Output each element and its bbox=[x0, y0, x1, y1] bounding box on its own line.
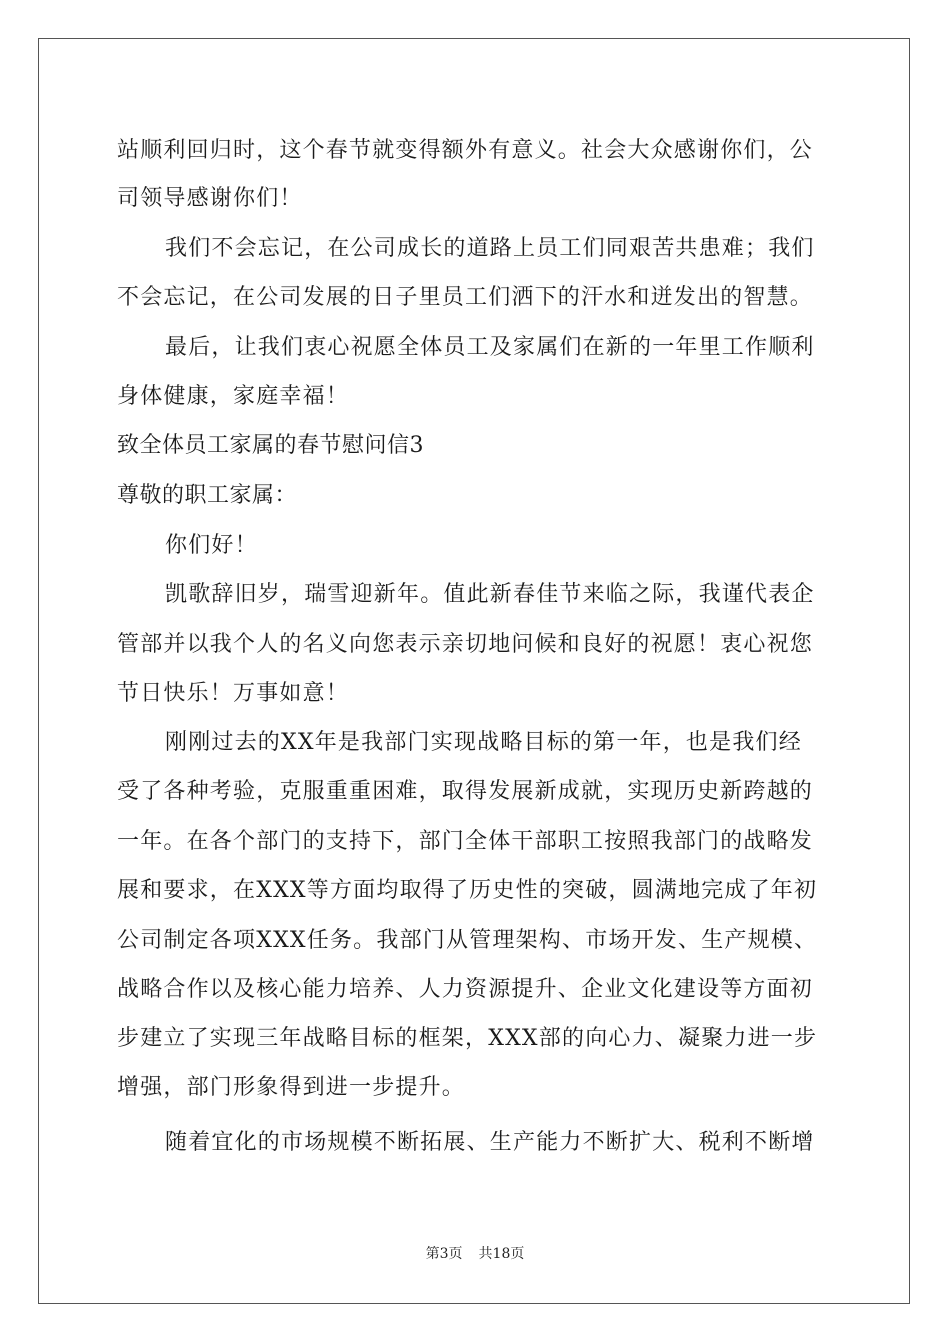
text-line: 战略合作以及核心能力培养、人力资源提升、企业文化建设等方面初 bbox=[117, 977, 814, 1002]
section-heading: 致全体员工家属的春节慰问信3 bbox=[117, 433, 424, 458]
text-line: 展和要求，在XXX等方面均取得了历史性的突破，圆满地完成了年初 bbox=[117, 878, 818, 903]
text-line: 刚刚过去的XX年是我部门实现战略目标的第一年，也是我们经 bbox=[165, 730, 802, 755]
text-line: 一年。在各个部门的支持下，部门全体干部职工按照我部门的战略发 bbox=[117, 829, 814, 854]
text-line: 凯歌辞旧岁，瑞雪迎新年。值此新春佳节来临之际，我谨代表企 bbox=[165, 582, 815, 607]
page-total: 共18页 bbox=[478, 1246, 525, 1262]
text-line: 最后，让我们衷心祝愿全体员工及家属们在新的一年里工作顺利 bbox=[165, 335, 815, 360]
text-line: 受了各种考验，克服重重困难，取得发展新成就，实现历史新跨越的 bbox=[117, 779, 814, 804]
text-line: 身体健康，家庭幸福！ bbox=[117, 384, 350, 409]
text-line: 增强，部门形象得到进一步提升。 bbox=[117, 1075, 466, 1100]
text-line: 随着宜化的市场规模不断拓展、生产能力不断扩大、税利不断增 bbox=[165, 1130, 815, 1155]
text-line: 管部并以我个人的名义向您表示亲切地问候和良好的祝愿！衷心祝您 bbox=[117, 632, 814, 657]
page-number: 第3页 bbox=[425, 1246, 463, 1262]
page-footer bbox=[0, 1244, 950, 1264]
salutation: 尊敬的职工家属： bbox=[117, 483, 298, 508]
page-border bbox=[38, 38, 910, 1304]
text-line: 司领导感谢你们！ bbox=[117, 186, 303, 211]
text-line: 节日快乐！万事如意！ bbox=[117, 681, 350, 706]
text-line: 我们不会忘记，在公司成长的道路上员工们同艰苦共患难；我们 bbox=[165, 236, 815, 261]
text-line: 公司制定各项XXX任务。我部门从管理架构、市场开发、生产规模、 bbox=[117, 928, 818, 953]
text-line: 步建立了实现三年战略目标的框架，XXX部的向心力、凝聚力进一步 bbox=[117, 1026, 818, 1051]
text-line: 站顺利回归时，这个春节就变得额外有意义。社会大众感谢你们，公 bbox=[117, 138, 814, 163]
text-line: 不会忘记，在公司发展的日子里员工们洒下的汗水和迸发出的智慧。 bbox=[117, 285, 814, 310]
greeting: 你们好！ bbox=[165, 533, 258, 558]
